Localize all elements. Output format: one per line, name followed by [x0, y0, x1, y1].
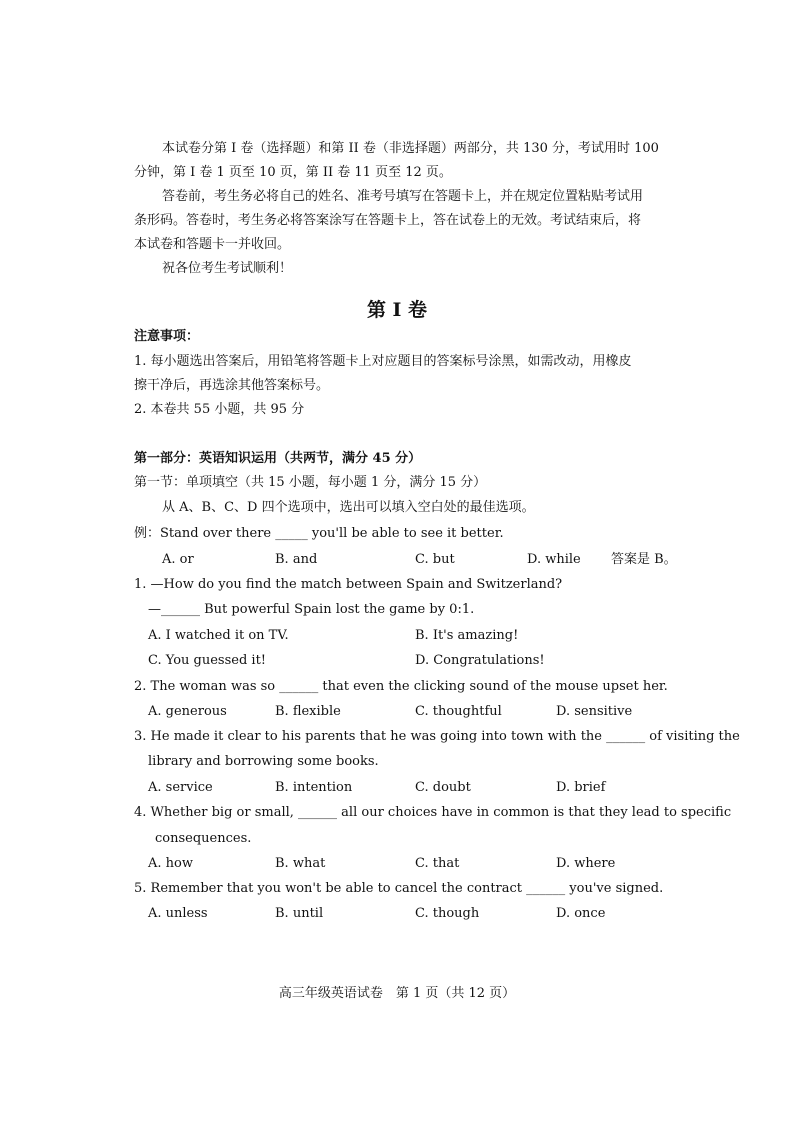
- question-5-option-c: C. though: [415, 906, 480, 921]
- question-3-line-1: 3. He made it clear to his parents that he was going into town with the ______ of visiting the: [134, 729, 740, 744]
- example-option-c: C. but: [415, 552, 455, 567]
- question-3-line-2: library and borrowing some books.: [148, 754, 379, 769]
- intro-line-2: 分钟，第 I 卷 1 页至 10 页，第 II 卷 11 页至 12 页。: [134, 165, 452, 180]
- question-4-line-2: consequences.: [155, 831, 252, 846]
- example-stem: 例：Stand over there _____ you'll be able to see it better.: [134, 526, 504, 541]
- notes-item-1-line-1: 1. 每小题选出答案后，用铅笔将答题卡上对应题目的答案标号涂黑，如需改动，用橡皮: [134, 354, 632, 369]
- part1-heading: 第一部分：英语知识运用（共两节，满分 45 分）: [134, 451, 422, 466]
- question-4-option-c: C. that: [415, 856, 460, 871]
- part1-subheading: 第一节：单项填空（共 15 小题，每小题 1 分，满分 15 分）: [134, 475, 487, 490]
- question-3-option-a: A. service: [148, 780, 213, 795]
- intro-line-6: 祝各位考生考试顺利！: [162, 261, 293, 276]
- question-2-option-b: B. flexible: [275, 704, 341, 719]
- example-answer: 答案是 B。: [611, 552, 677, 567]
- part1-instruction: 从 A、B、C、D 四个选项中，选出可以填入空白处的最佳选项。: [162, 500, 535, 515]
- question-1-line-1: 1. —How do you find the match between Spain and Switzerland?: [134, 577, 563, 592]
- question-1-option-a: A. I watched it on TV.: [148, 628, 289, 643]
- question-2-option-a: A. generous: [148, 704, 227, 719]
- question-5-option-b: B. until: [275, 906, 324, 921]
- intro-line-3: 答卷前，考生务必将自己的姓名、准考号填写在答题卡上，并在规定位置粘贴考试用: [162, 189, 644, 204]
- section-title: 第 I 卷: [366, 299, 428, 321]
- question-2-line-1: 2. The woman was so ______ that even the clicking sound of the mouse upset her.: [134, 679, 668, 694]
- question-3-option-d: D. brief: [556, 780, 606, 795]
- question-5-line-1: 5. Remember that you won't be able to cancel the contract ______ you've signed.: [134, 881, 664, 896]
- question-4-option-d: D. where: [556, 856, 616, 871]
- example-option-b: B. and: [275, 552, 318, 567]
- question-2-option-c: C. thoughtful: [415, 704, 502, 719]
- notes-item-1-line-2: 擦干净后，再选涂其他答案标号。: [134, 378, 330, 393]
- intro-line-5: 本试卷和答题卡一并收回。: [134, 237, 291, 252]
- question-1-option-b: B. It's amazing!: [415, 628, 519, 643]
- notes-item-2: 2. 本卷共 55 小题，共 95 分: [134, 402, 305, 417]
- question-5-option-a: A. unless: [148, 906, 208, 921]
- question-1-line-2: —______ But powerful Spain lost the game by 0:1.: [148, 602, 475, 617]
- question-3-option-c: C. doubt: [415, 780, 471, 795]
- question-2-option-d: D. sensitive: [556, 704, 633, 719]
- question-1-option-d: D. Congratulations!: [415, 653, 545, 668]
- page-footer: 高三年级英语试卷 第 1 页（共 12 页）: [278, 986, 516, 1001]
- example-option-d: D. while: [527, 552, 581, 567]
- intro-line-1: 本试卷分第 I 卷（选择题）和第 II 卷（非选择题）两部分，共 130 分，考试用时 100: [162, 141, 659, 156]
- example-option-a: A. or: [162, 552, 194, 567]
- question-4-option-a: A. how: [148, 856, 193, 871]
- question-5-option-d: D. once: [556, 906, 606, 921]
- question-1-option-c: C. You guessed it!: [148, 653, 267, 668]
- question-4-option-b: B. what: [275, 856, 326, 871]
- intro-line-4: 条形码。答卷时，考生务必将答案涂写在答题卡上，答在试卷上的无效。考试结束后，将: [134, 213, 642, 228]
- notes-heading: 注意事项：: [134, 329, 200, 344]
- question-3-option-b: B. intention: [275, 780, 353, 795]
- question-4-line-1: 4. Whether big or small, ______ all our choices have in common is that they lead to specific: [134, 805, 732, 820]
